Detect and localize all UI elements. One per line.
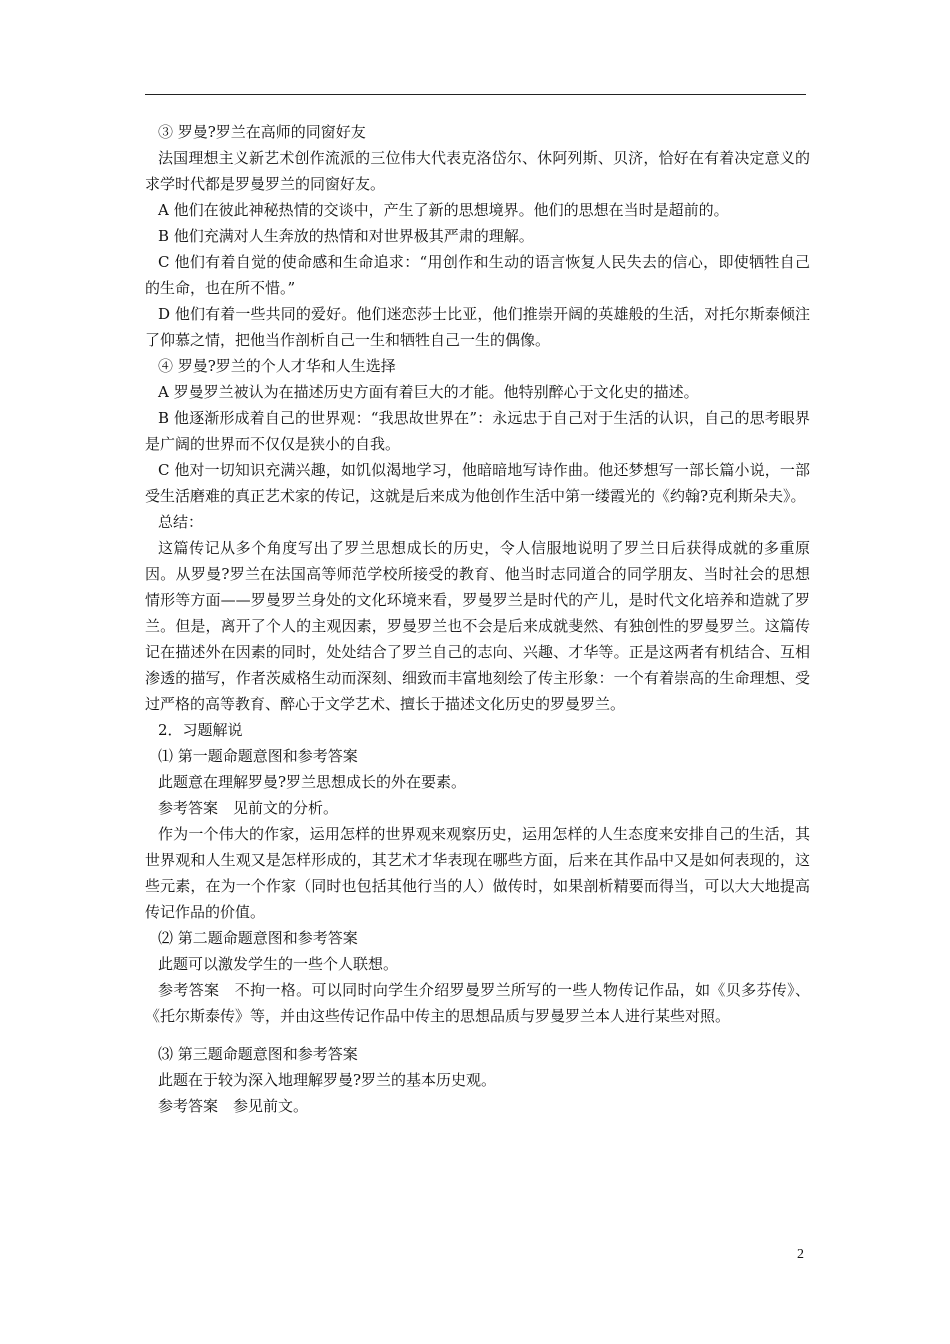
heading-classmates: ③ 罗曼?罗兰在高师的同窗好友 [158,123,366,141]
reference-answer: 参考答案 参见前文。 [158,1097,309,1115]
summary-label: 总结： [158,513,204,531]
paragraph: 此题在于较为深入地理解罗曼?罗兰的基本历史观。 [158,1071,497,1089]
header-rule [145,94,806,95]
list-item: A 罗曼罗兰被认为在描述历史方面有着巨大的才能。他特别醉心于文化史的描述。 [158,383,699,401]
paragraph: 此题可以激发学生的一些个人联想。 [158,955,399,973]
question-heading-1: ⑴ 第一题命题意图和参考答案 [158,747,358,765]
paragraph: 此题意在理解罗曼?罗兰思想成长的外在要素。 [158,773,467,791]
list-item: B 他们充满对人生奔放的热情和对世界极其严肃的理解。 [158,227,534,245]
list-item: B 他逐渐形成着自己的世界观：“我思故世界在”：永远忠于自己对于生活的认识，自己的思考眼界是广阔的世界而不仅仅是狭小的自我。 [145,409,810,453]
list-item: D 他们有着一些共同的爱好。他们迷恋莎士比亚，他们推崇开阔的英雄般的生活，对托尔斯泰倾注了仰慕之情，把他当作剖析自己一生和牺牲自己一生的偶像。 [145,305,810,349]
page-number: 2 [797,1247,804,1262]
list-item: C 他们有着自觉的使命感和生命追求：“用创作和生动的语言恢复人民失去的信心，即使牺牲自己的生命，也在所不惜。” [145,253,810,297]
summary-paragraph: 这篇传记从多个角度写出了罗兰思想成长的历史，令人信服地说明了罗兰日后获得成就的多重原因。从罗曼?罗兰在法国高等师范学校所接受的教育、他当时志同道合的同学朋友、当时社会的思想情形等方面——罗曼罗兰身处的文化环境来看，罗曼罗兰是时代的产儿，是时代文化培养和造就了罗兰。但是，离开了个人的主观因素，罗曼罗兰也不会是后来成就斐然、有独创性的罗曼罗兰。这篇传记在描述外在因素的同时，处处结合了罗兰自己的志向、兴趣、才华等。正是这两者有机结合、互相渗透的描写，作者茨威格生动而深刻、细致而丰富地刻绘了传主形象：一个有着崇高的生命理想、受过严格的高等教育、醉心于文学艺术、擅长于描述文化历史的罗曼罗兰。 [145,539,810,713]
list-item: A 他们在彼此神秘热情的交谈中，产生了新的思想境界。他们的思想在当时是超前的。 [158,201,729,219]
heading-talent: ④ 罗曼?罗兰的个人才华和人生选择 [158,357,396,375]
reference-answer: 参考答案 不拘一格。可以同时向学生介绍罗曼罗兰所写的一些人物传记作品，如《贝多芬传》、《托尔斯泰传》等，并由这些传记作品中传主的思想品质与罗曼罗兰本人进行某些对照。 [145,981,810,1025]
document-body [145,119,810,1119]
section-heading-exercises: 2．习题解说 [158,721,243,739]
list-item: C 他对一切知识充满兴趣，如饥似渴地学习，他暗暗地写诗作曲。他还梦想写一部长篇小说，一部受生活磨难的真正艺术家的传记，这就是后来成为他创作生活中第一缕霞光的《约翰?克利斯朵夫》。 [145,461,810,505]
question-heading-3: ⑶ 第三题命题意图和参考答案 [158,1045,358,1063]
paragraph: 作为一个伟大的作家，运用怎样的世界观来观察历史，运用怎样的人生态度来安排自己的生活，其世界观和人生观又是怎样形成的，其艺术才华表现在哪些方面，后来在其作品中又是如何表现的，这些元素，在为一个作家（同时也包括其他行当的人）做传时，如果剖析精要而得当，可以大大地提高传记作品的价值。 [145,825,810,921]
reference-answer: 参考答案 见前文的分析。 [158,799,339,817]
paragraph: 法国理想主义新艺术创作流派的三位伟大代表克洛岱尔、休阿列斯、贝济，恰好在有着决定意义的求学时代都是罗曼罗兰的同窗好友。 [145,149,810,193]
question-heading-2: ⑵ 第二题命题意图和参考答案 [158,929,358,947]
